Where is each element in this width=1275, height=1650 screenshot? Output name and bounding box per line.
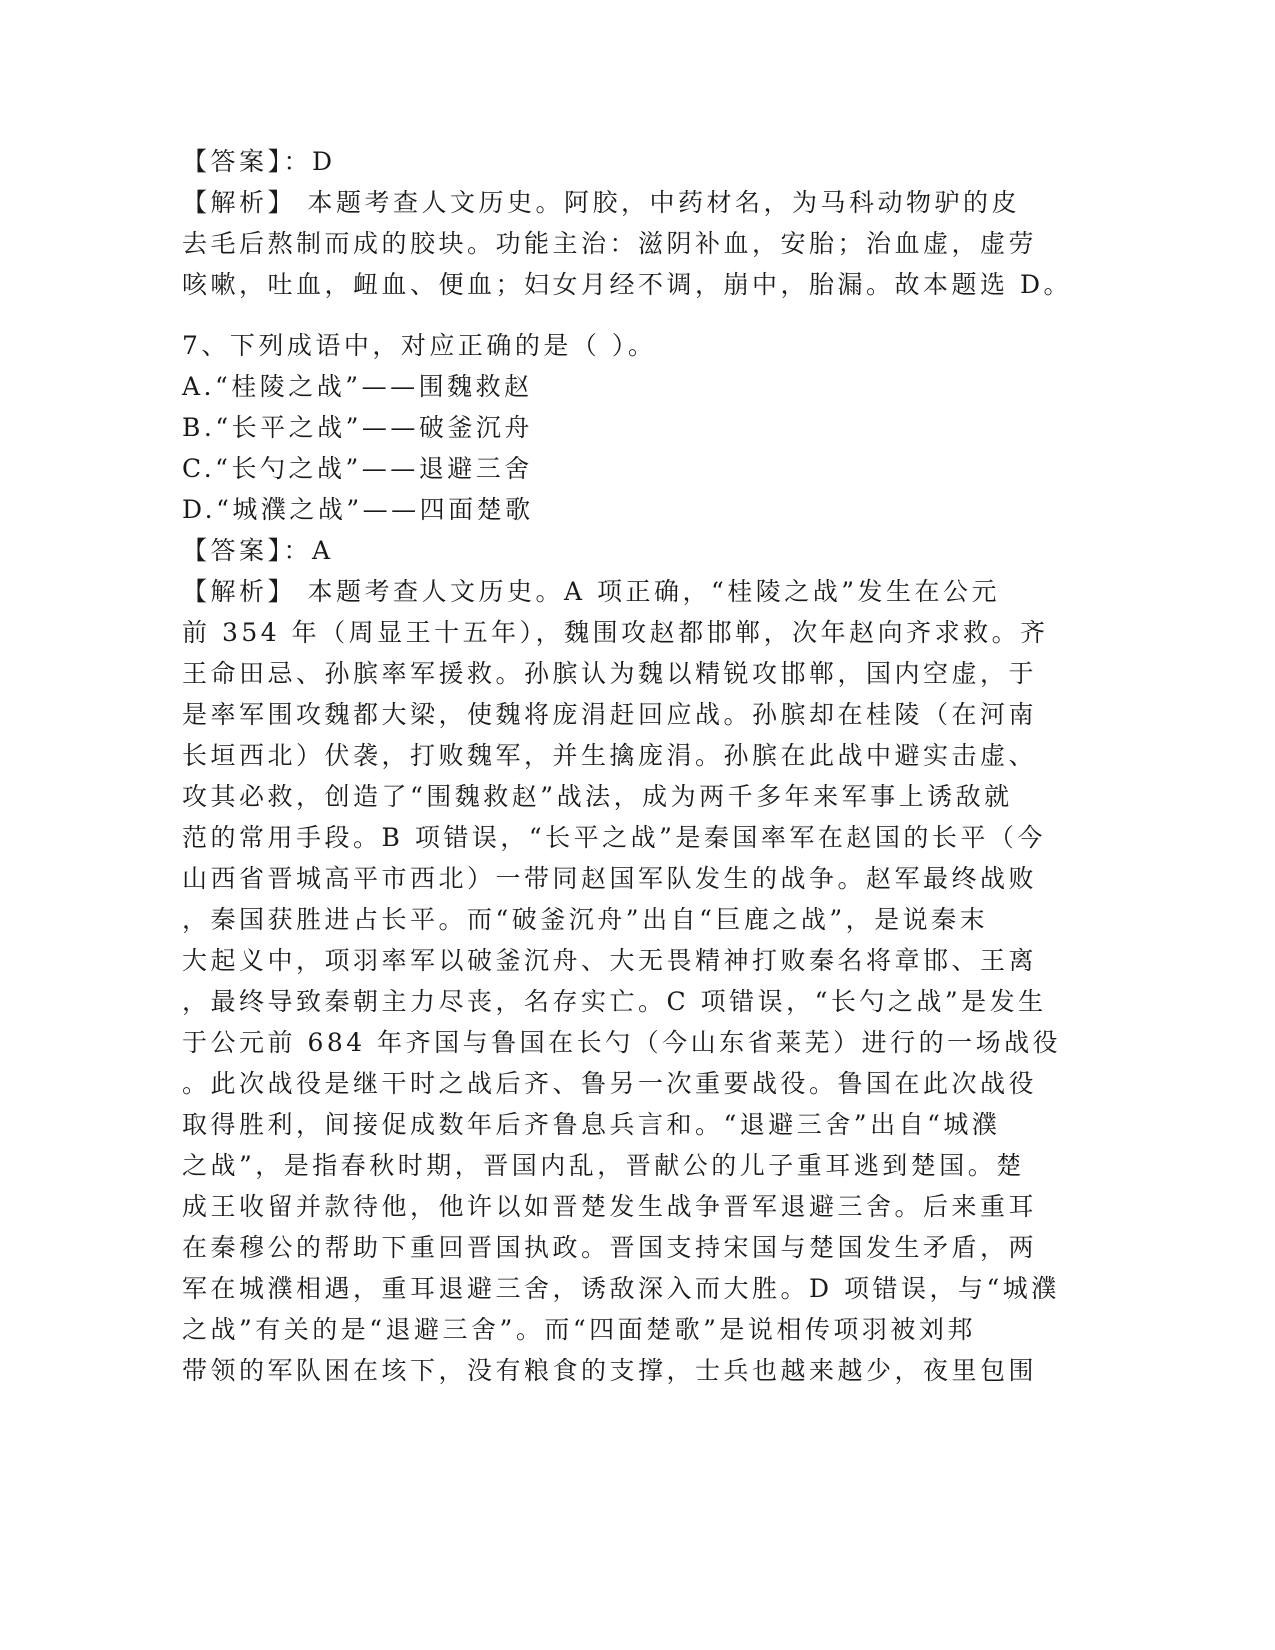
analysis-line: 大起义中，项羽率军以破釜沉舟、大无畏精神打败秦名将章邯、王离: [182, 946, 1038, 975]
analysis-line: 成王收留并款待他，他许以如晋楚发生战争晋军退避三舍。后来重耳: [182, 1192, 1038, 1221]
prev-analysis-line: 去毛后熬制而成的胶块。功能主治：滋阴补血，安胎；治血虚，虚劳: [182, 229, 1038, 258]
analysis-line: 长垣西北）伏袭，打败魏军，并生擒庞涓。孙膑在此战中避实击虚、: [182, 741, 1038, 770]
option-a: A.“桂陵之战”——围魏救赵: [182, 372, 533, 401]
analysis-line: 山西省晋城高平市西北）一带同赵国军队发生的战争。赵军最终战败: [182, 864, 1038, 893]
question-stem: 7、下列成语中，对应正确的是（ ）。: [182, 331, 657, 360]
analysis-line: 是率军围攻魏都大梁，使魏将庞涓赶回应战。孙膑却在桂陵（在河南: [182, 700, 1038, 729]
analysis-line: 带领的军队困在垓下，没有粮食的支撑，士兵也越来越少，夜里包围: [182, 1356, 1038, 1385]
prev-answer-line: 【答案】：D: [182, 147, 336, 176]
prev-analysis-line: 咳嗽，吐血，衄血、便血；妇女月经不调，崩中，胎漏。故本题选 D。: [182, 270, 1072, 299]
analysis-line: 之战”，是指春秋时期，晋国内乱，晋献公的儿子重耳逃到楚国。楚: [182, 1151, 1025, 1180]
analysis-line: 。此次战役是继干时之战后齐、鲁另一次重要战役。鲁国在此次战役: [182, 1069, 1038, 1098]
analysis-line: 取得胜利，间接促成数年后齐鲁息兵言和。“退避三舍”出自“城濮: [182, 1110, 1001, 1139]
option-c: C.“长勺之战”——退避三舍: [182, 454, 533, 483]
analysis-line: 在秦穆公的帮助下重回晋国执政。晋国支持宋国与楚国发生矛盾，两: [182, 1233, 1038, 1262]
option-d: D.“城濮之战”——四面楚歌: [182, 495, 534, 524]
option-b: B.“长平之战”——破釜沉舟: [182, 413, 533, 442]
analysis-line: 【解析】 本题考查人文历史。A 项正确，“桂陵之战”发生在公元: [182, 577, 1001, 606]
analysis-line: ，秦国获胜进占长平。而“破釜沉舟”出自“巨鹿之战”，是说秦末: [182, 905, 989, 934]
prev-analysis-line: 【解析】 本题考查人文历史。阿胶，中药材名，为马科动物驴的皮: [182, 188, 1020, 217]
analysis-line: 军在城濮相遇，重耳退避三舍，诱敌深入而大胜。D 项错误，与“城濮: [182, 1274, 1060, 1303]
analysis-line: 王命田忌、孙膑率军援救。孙膑认为魏以精锐攻邯郸，国内空虚，于: [182, 659, 1038, 688]
analysis-line: 之战”有关的是“退避三舍”。而“四面楚歌”是说相传项羽被刘邦: [182, 1315, 976, 1344]
analysis-line: 范的常用手段。B 项错误，“长平之战”是秦国率军在赵国的长平（今: [182, 823, 1046, 852]
analysis-line: 于公元前 684 年齐国与鲁国在长勺（今山东省莱芜）进行的一场战役: [182, 1028, 1062, 1057]
analysis-line: 前 354 年（周显王十五年），魏围攻赵都邯郸，次年赵向齐求救。齐: [182, 618, 1049, 647]
analysis-line: 攻其必救，创造了“围魏救赵”战法，成为两千多年来军事上诱敌就: [182, 782, 1013, 811]
analysis-line: ，最终导致秦朝主力尽丧，名存实亡。C 项错误，“长勺之战”是发生: [182, 987, 1047, 1016]
answer-line: 【答案】：A: [182, 536, 334, 565]
